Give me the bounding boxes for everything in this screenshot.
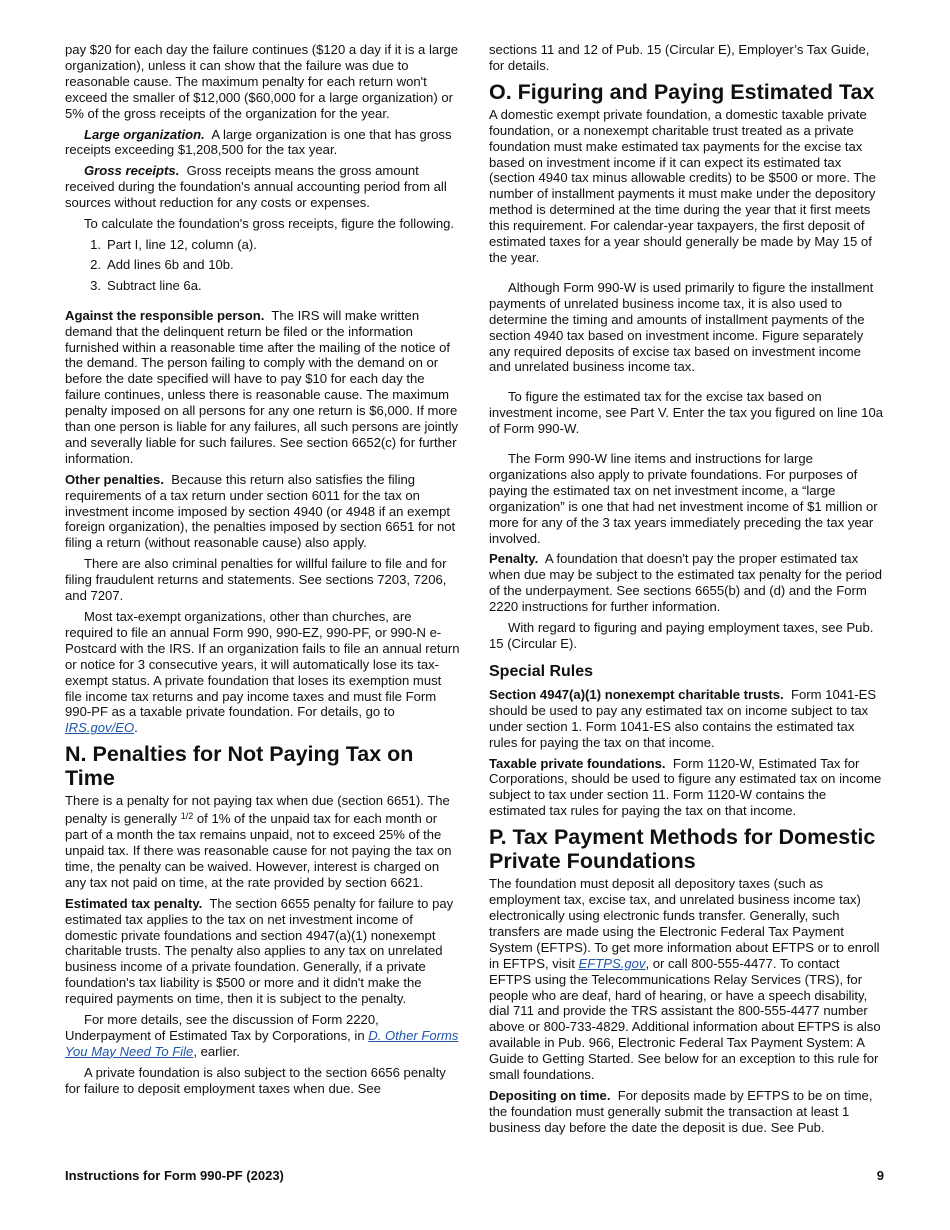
- paragraph: [65, 472, 460, 552]
- paragraph: With regard to figuring and paying employment taxes, see Pub. 15 (Circular E).: [489, 620, 874, 651]
- paragraph-text: A large organization is one that has gross receipts exceeding $1,208,500 for the tax year.: [65, 126, 452, 158]
- paragraph: There are also criminal penalties for willful failure to file and for filing fraudulent returns and statements. See sections 7203, 7206, and 7207.: [65, 556, 447, 604]
- list-number: 1.: [90, 236, 101, 252]
- paragraph-text: of 1% of the unpaid tax for each month or part of a month the tax remains unpaid, not to exceed 25% of the unpaid tax. If there was reasonable cause for not paying the tax on time, the penalty can be waived. However, interest is charged on any tax not paid on time, at the rate provided by section 6621.: [65, 811, 452, 890]
- list-item: [65, 257, 460, 273]
- paragraph: [489, 551, 884, 615]
- paragraph: pay $20 for each day the failure continues ($120 a day if it is a large organization), unless it can show that the failure was due to reasonable cause. The maximum penalty for each return won't exceed the smaller of $12,000 ($60,000 for a large organization) or 5% of the gross receipts of the organization for the year.: [65, 42, 459, 121]
- paragraph: [65, 1012, 460, 1060]
- paragraph: [65, 609, 460, 736]
- paragraph-text: The section 6655 penalty for failure to pay estimated tax applies to the tax on net investment income of domestic private foundations and section 4947(a)(1) nonexempt charitable trusts. The penalty also applies to any tax on unrelated business income of a private foundation. Generally, if a private foundation's tax liability is $500 or more and it didn't make the required payments on time, then it is subject to the penalty.: [65, 895, 454, 1007]
- section-n-heading: N. Penalties for Not Paying Tax on Time: [65, 742, 414, 791]
- paragraph: To figure the estimated tax for the excise tax based on investment income, see Part V. Enter the tax you figured on line 10a of Form 990-W.: [489, 389, 884, 437]
- list-item: [65, 278, 460, 294]
- paragraph: [65, 127, 460, 159]
- paragraph-text: For more details, see the discussion of Form 2220, Underpayment of Estimated Tax by Corporations, in: [65, 1012, 379, 1043]
- paragraph: [65, 308, 460, 467]
- paragraph-text: , earlier.: [193, 1043, 240, 1059]
- run-in-heading: Section 4947(a)(1) nonexempt charitable trusts.: [489, 686, 784, 702]
- paragraph: [489, 687, 884, 751]
- run-in-heading: Gross receipts.: [84, 163, 180, 179]
- paragraph-text: The IRS will make written demand that the delinquent return be filed or the information furnished within a reasonable time after the mailing of the notice of the demand. The person failing to comply with the demand on or before the date specified will have to pay $10 for each day the failure continues, unless there is reasonable cause. The maximum penalty imposed on all persons for any one return is $6,000. If more than one person is liable for any failures, all such persons are jointly and severally liable for such failures. See section 6652(c) for further information.: [65, 307, 459, 466]
- list-item: [65, 237, 460, 253]
- irs-eo-link[interactable]: IRS.gov/EO: [65, 720, 135, 736]
- paragraph: [489, 756, 884, 820]
- list-number: 3.: [90, 277, 101, 293]
- run-in-heading: Depositing on time.: [489, 1087, 611, 1103]
- list-text: Add lines 6b and 10b.: [107, 257, 234, 273]
- run-in-heading: Taxable private foundations.: [489, 755, 666, 771]
- paragraph-text: Because this return also satisfies the filing requirements of a tax return under section 6011 for the tax on investment income imposed by section 4940 (or 4948 if an exempt foreign organization), the penalties imposed by section 6651 for not filing a return (without reasonable cause) also apply.: [65, 471, 456, 551]
- run-in-heading: Penalty.: [489, 551, 539, 567]
- run-in-heading: Other penalties.: [65, 471, 164, 487]
- paragraph-text: For deposits made by EFTPS to be on time, the foundation must generally submit the transaction at least 1 business day before the date the deposit is due. See Pub.: [489, 1087, 873, 1135]
- paragraph: [65, 793, 460, 890]
- list-text: Subtract line 6a.: [107, 277, 202, 293]
- paragraph: [489, 876, 884, 1083]
- section-o-heading: O. Figuring and Paying Estimated Tax: [489, 79, 875, 104]
- list-number: 2.: [90, 257, 101, 273]
- paragraph-text: A foundation that doesn't pay the proper estimated tax when due may be subject to the estimated tax penalty for the period of the underpayment. See sections 6655(b) and (d) and the Form 2220 instructions for further information.: [489, 551, 883, 615]
- paragraph-text: The foundation must deposit all depository taxes (such as employment tax, excise tax, and unrelated business income tax) electronically using electronic funds transfer. Generally, such transfers are made using the Electronic Federal Tax Payment System (EFTPS). To get more information about EFTPS or to enroll in EFTPS, visit: [489, 876, 880, 971]
- eftps-link[interactable]: EFTPS.gov: [578, 955, 646, 971]
- paragraph-text: Gross receipts means the gross amount received during the foundation's annual accounting period from all sources without reduction for any costs or expenses.: [65, 163, 447, 211]
- special-rules-heading: Special Rules: [489, 662, 594, 680]
- paragraph: A private foundation is also subject to the section 6656 penalty for failure to deposit employment taxes when due. See: [65, 1064, 446, 1096]
- paragraph: [489, 1088, 884, 1136]
- right-column: [489, 42, 884, 1141]
- paragraph-text: Form 1041-ES should be used to pay any estimated tax on income subject to tax under section 1. Form 1041-ES also contains the estimated tax rules for paying the tax on that income.: [489, 686, 877, 750]
- paragraph-text: There is a penalty for not paying tax when due (section 6651). The penalty is generally: [65, 793, 450, 827]
- steps-list: [65, 237, 460, 294]
- left-column: [65, 42, 460, 1102]
- footer-title: Instructions for Form 990-PF (2023): [65, 1168, 284, 1183]
- paragraph: [65, 163, 460, 211]
- paragraph-text: Most tax-exempt organizations, other than churches, are required to file an annual Form 990, 990-EZ, 990-PF, or 990-N e-Postcard with the IRS. If an organization fails to file an annual return or notice for 3 consecutive years, it will automatically lose its tax-exempt status. A private foundation that loses its exemption must file income tax returns and pay income taxes and must file Form 990-PF as a taxable private foundation. For details, go to: [65, 609, 460, 720]
- paragraph: Although Form 990-W is used primarily to figure the installment payments of unrelated business income tax, it is also used to determine the timing and amounts of installment payments of the section 4940 tax based on investment income. Figure separately any required deposits of excise tax based on investment income and unrelated business income tax.: [489, 279, 874, 375]
- fraction: 1/2: [180, 811, 194, 822]
- paragraph-text: Form 1120-W, Estimated Tax for Corporations, should be used to figure any estimated tax on income subject to tax under section 11. Form 1120-W contains the estimated tax rules for paying the tax on that income.: [489, 755, 882, 819]
- paragraph: The Form 990-W line items and instructions for large organizations also apply to private foundations. For purposes of paying the estimated tax on net investment income, a “large organization” is one that had net investment income of $1 million or more for any of the 3 tax years immediately preceding the tax year involved.: [489, 451, 878, 546]
- run-in-heading: Large organization.: [84, 126, 205, 142]
- run-in-heading: Against the responsible person.: [65, 307, 265, 323]
- section-p-heading: P. Tax Payment Methods for Domestic Private Foundations: [489, 825, 876, 874]
- page-number: 9: [876, 1168, 884, 1183]
- list-text: Part I, line 12, column (a).: [107, 236, 257, 252]
- paragraph: A domestic exempt private foundation, a domestic taxable private foundation, or a nonexempt charitable trust treated as a private foundation must make estimated tax payments for the excise tax based on investment income if it can expect its estimated tax (section 4940 tax minus allowable credits) to be $500 or more. The number of installment payments it must make under the depository method is determined at the time during the year that it first meets this requirement. For calendar-year taxpayers, the first deposit of estimated taxes for a year should generally be made by May 15 of the year.: [489, 106, 876, 265]
- paragraph: [65, 896, 460, 1007]
- other-forms-link[interactable]: D. Other Forms You May Need To File: [65, 1027, 459, 1059]
- punctuation: .: [134, 720, 138, 736]
- paragraph: sections 11 and 12 of Pub. 15 (Circular E), Employer’s Tax Guide, for details.: [489, 42, 870, 73]
- paragraph-text: , or call 800-555-4477. To contact EFTPS using the Telecommunications Relay Services (TRS), for people who are deaf, hard of hearing, or have a speech disability, dial 711 and provide the TRS assistant the 800-555-4477 number above or 800-733-4829. Additional information about EFTPS is also available in Pub. 966, Electronic Federal Tax Payment System: A Guide to Getting Started. See below for an exception to this rule for small foundations.: [489, 955, 881, 1083]
- run-in-heading: Estimated tax penalty.: [65, 895, 203, 911]
- paragraph: To calculate the foundation's gross receipts, figure the following.: [84, 216, 455, 232]
